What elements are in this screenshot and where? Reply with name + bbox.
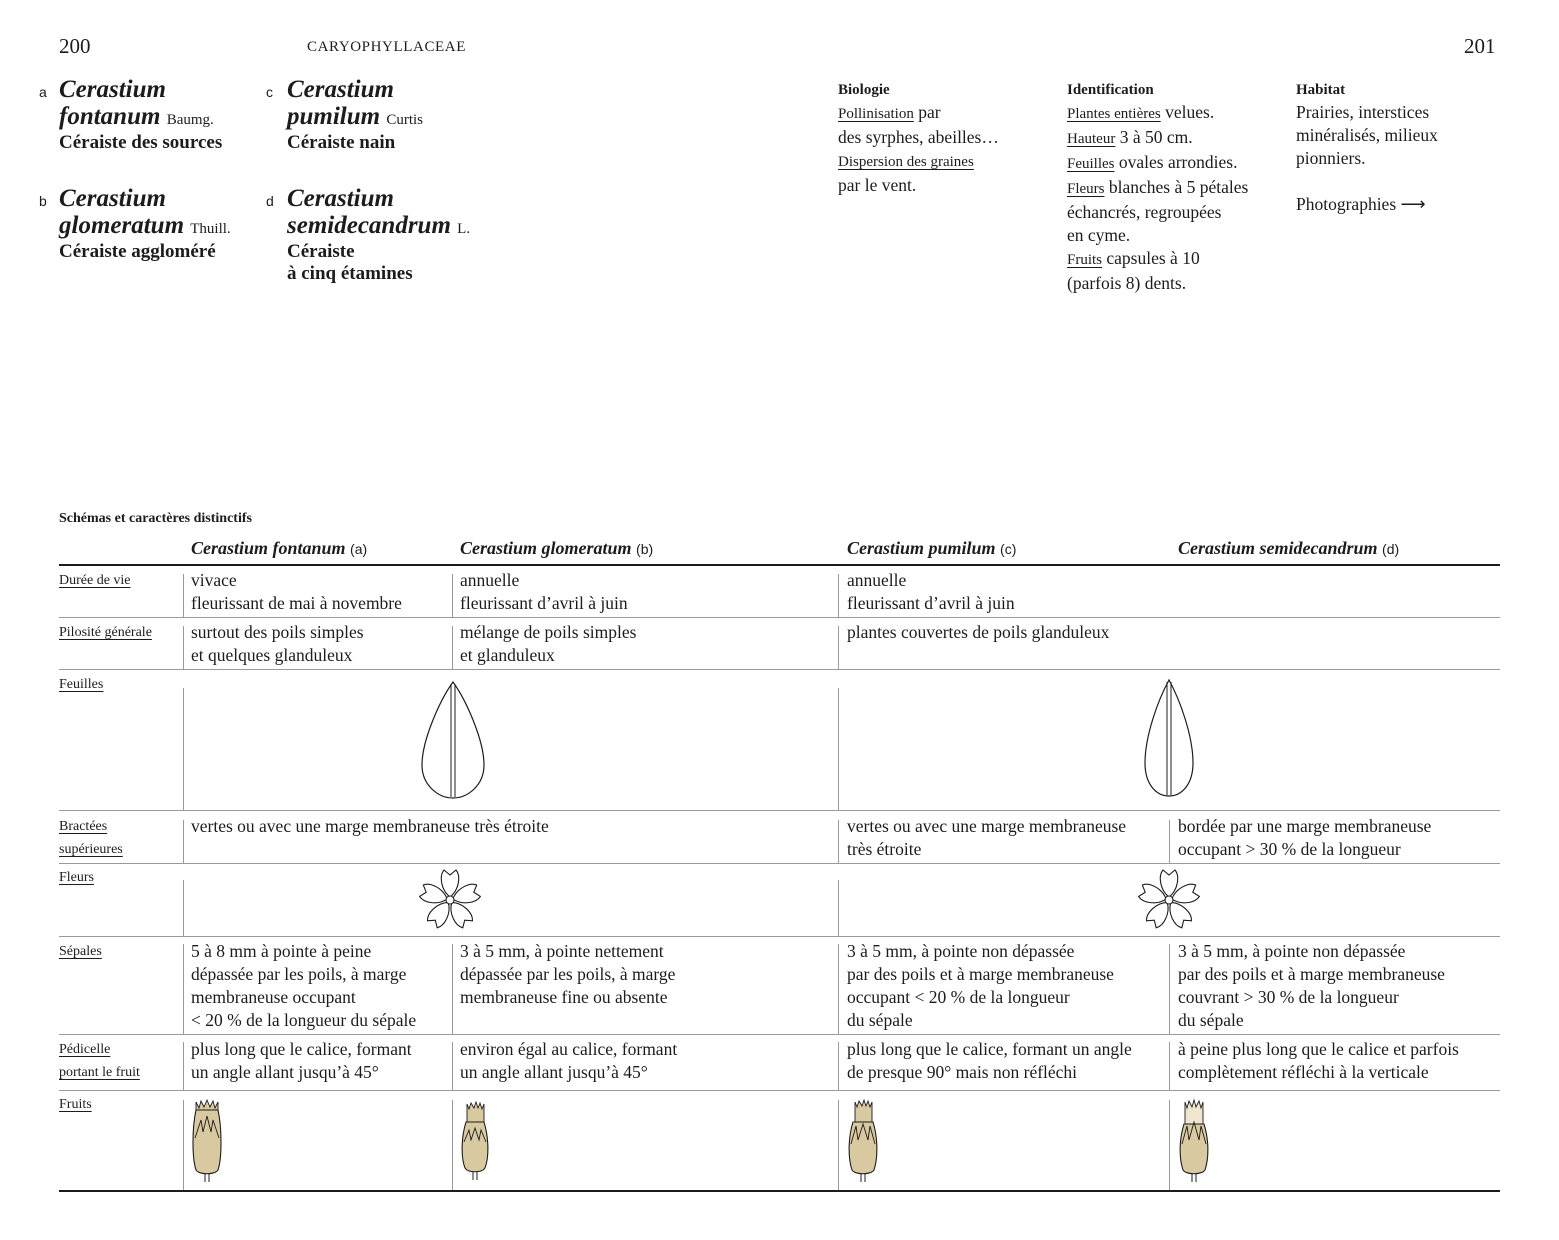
- habitat-title: Habitat: [1296, 82, 1346, 98]
- column-header-c: Cerastium pumilum (c): [847, 538, 1017, 558]
- column-divider: [183, 626, 184, 669]
- species-author: L.: [457, 221, 471, 237]
- column-divider: [452, 626, 453, 669]
- column-header-b: Cerastium glomeratum (b): [460, 538, 654, 558]
- column-divider: [838, 574, 839, 617]
- cell-pedicelle-d: à peine plus long que le calice et parfois complètement réfléchi à la verticale: [1178, 1039, 1459, 1082]
- section-title: Schémas et caractères distinctifs: [59, 511, 252, 526]
- column-divider: [183, 574, 184, 617]
- column-divider: [1169, 820, 1170, 863]
- family-name: CARYOPHYLLACEAE: [307, 39, 467, 55]
- column-divider: [1169, 944, 1170, 1034]
- cell-duree-cd: annuelle fleurissant d’avril à juin: [847, 570, 1015, 613]
- row-label-sepales: Sépales: [59, 944, 102, 959]
- page-number-left: 200: [59, 34, 91, 58]
- species-common-name: Céraiste aggloméré: [59, 241, 216, 262]
- cell-pilosite-b: mélange de poils simples et glanduleux: [460, 622, 637, 665]
- column-divider: [452, 944, 453, 1034]
- column-divider: [838, 688, 839, 810]
- column-header-d: Cerastium semidecandrum (d): [1178, 538, 1400, 558]
- cell-duree-a: vivace fleurissant de mai à novembre: [191, 570, 402, 613]
- species-author: Thuill.: [190, 221, 231, 237]
- cell-duree-b: annuelle fleurissant d’avril à juin: [460, 570, 628, 613]
- species-letter: a: [39, 84, 47, 100]
- row-divider: [59, 1034, 1500, 1035]
- flower-illustration-ab: [418, 868, 482, 932]
- species-letter: c: [266, 84, 273, 100]
- column-divider: [183, 688, 184, 810]
- row-label-duree: Durée de vie: [59, 573, 131, 588]
- species-author: Baumg.: [166, 112, 214, 128]
- species-latin-name: Cerastium semidecandrum L.: [287, 185, 471, 239]
- identification-text: Plantes entières velues. Hauteur 3 à 50 cm. Feuilles ovales arrondies. Fleurs blanches à 5 pétales échancrés, regroupées en cyme. Fruits capsules à 10 (parfois 8) dents.: [1067, 102, 1249, 293]
- arrow-right-icon: ⟶: [1400, 194, 1426, 214]
- column-divider: [452, 1042, 453, 1090]
- cell-sepales-c: 3 à 5 mm, à pointe non dépassée par des poils et à marge membraneuse occupant < 20 % de la longueur du sépale: [847, 941, 1114, 1030]
- row-divider: [59, 810, 1500, 811]
- fruit-illustration-a: [191, 1098, 223, 1182]
- cell-bractees-ab: vertes ou avec une marge membraneuse très étroite: [191, 816, 549, 836]
- column-divider: [183, 1042, 184, 1090]
- biologie-title: Biologie: [838, 82, 890, 98]
- column-divider: [183, 944, 184, 1034]
- leaf-illustration-ab: [420, 680, 486, 800]
- row-label-pilosite: Pilosité générale: [59, 625, 152, 640]
- cell-pilosite-cd: plantes couvertes de poils glanduleux: [847, 622, 1110, 642]
- cell-sepales-b: 3 à 5 mm, à pointe nettement dépassée par les poils, à marge membraneuse fine ou absente: [460, 941, 676, 1007]
- biologie-block: [838, 82, 1053, 197]
- column-divider: [183, 1100, 184, 1190]
- species-common-name: Céraiste des sources: [59, 132, 223, 153]
- row-divider: [59, 617, 1500, 618]
- table-top-rule: [59, 564, 1500, 566]
- species-common-name: Céraiste à cinq étamines: [287, 241, 413, 284]
- column-divider: [838, 1042, 839, 1090]
- flower-illustration-cd: [1137, 868, 1201, 932]
- column-divider: [452, 574, 453, 617]
- photographies-link[interactable]: Photographies ⟶: [1296, 194, 1426, 214]
- species-letter: b: [39, 193, 47, 209]
- cell-bractees-c: vertes ou avec une marge membraneuse très étroite: [847, 816, 1127, 859]
- column-divider: [838, 820, 839, 863]
- column-divider: [452, 1100, 453, 1190]
- row-divider: [59, 669, 1500, 670]
- fruit-illustration-c: [847, 1098, 879, 1182]
- cell-pilosite-a: surtout des poils simples et quelques glanduleux: [191, 622, 364, 665]
- habitat-text: Prairies, interstices minéralisés, milieux pionniers.: [1296, 102, 1438, 168]
- page-number-right: 201: [1464, 34, 1496, 58]
- column-divider: [838, 1100, 839, 1190]
- leaf-illustration-cd: [1143, 678, 1195, 798]
- species-author: Curtis: [386, 112, 424, 128]
- cell-pedicelle-c: plus long que le calice, formant un angle de presque 90° mais non réfléchi: [847, 1039, 1132, 1082]
- identification-title: Identification: [1067, 82, 1154, 98]
- column-divider: [1169, 1042, 1170, 1090]
- fruit-illustration-b: [460, 1100, 490, 1180]
- cell-bractees-d: bordée par une marge membraneuse occupant > 30 % de la longueur: [1178, 816, 1432, 859]
- row-label-pedicelle: Pédicelle portant le fruit: [59, 1042, 140, 1080]
- cell-sepales-a: 5 à 8 mm à pointe à peine dépassée par les poils, à marge membraneuse occupant < 20 % de la longueur du sépale: [191, 941, 417, 1030]
- row-label-fleurs: Fleurs: [59, 870, 94, 885]
- cell-sepales-d: 3 à 5 mm, à pointe non dépassée par des poils et à marge membraneuse couvrant > 30 % de la longueur du sépale: [1178, 941, 1445, 1030]
- column-header-a: Cerastium fontanum (a): [191, 538, 368, 558]
- species-latin-name: Cerastium pumilum Curtis: [287, 76, 424, 130]
- table-bottom-rule: [59, 1190, 1500, 1192]
- cell-pedicelle-a: plus long que le calice, formant un angle allant jusqu’à 45°: [191, 1039, 412, 1082]
- biologie-text: Pollinisation par des syrphes, abeilles… Dispersion des graines par le vent.: [838, 102, 999, 195]
- row-divider: [59, 1090, 1500, 1091]
- column-divider: [838, 626, 839, 669]
- cell-pedicelle-b: environ égal au calice, formant un angle allant jusqu’à 45°: [460, 1039, 678, 1082]
- identification-block: [1067, 82, 1287, 295]
- column-divider: [1169, 1100, 1170, 1190]
- row-divider: [59, 863, 1500, 864]
- species-latin-name: Cerastium glomeratum Thuill.: [59, 185, 231, 239]
- column-divider: [838, 880, 839, 936]
- species-latin-name: Cerastium fontanum Baumg.: [59, 76, 214, 130]
- row-label-feuilles: Feuilles: [59, 677, 104, 692]
- row-label-bractees: Bractées supérieures: [59, 819, 123, 857]
- column-divider: [183, 820, 184, 863]
- column-divider: [183, 880, 184, 936]
- column-divider: [838, 944, 839, 1034]
- row-divider: [59, 936, 1500, 937]
- habitat-block: [1296, 82, 1496, 216]
- species-letter: d: [266, 193, 274, 209]
- row-label-fruits: Fruits: [59, 1097, 92, 1112]
- fruit-illustration-d: [1178, 1098, 1210, 1182]
- species-common-name: Céraiste nain: [287, 132, 396, 153]
